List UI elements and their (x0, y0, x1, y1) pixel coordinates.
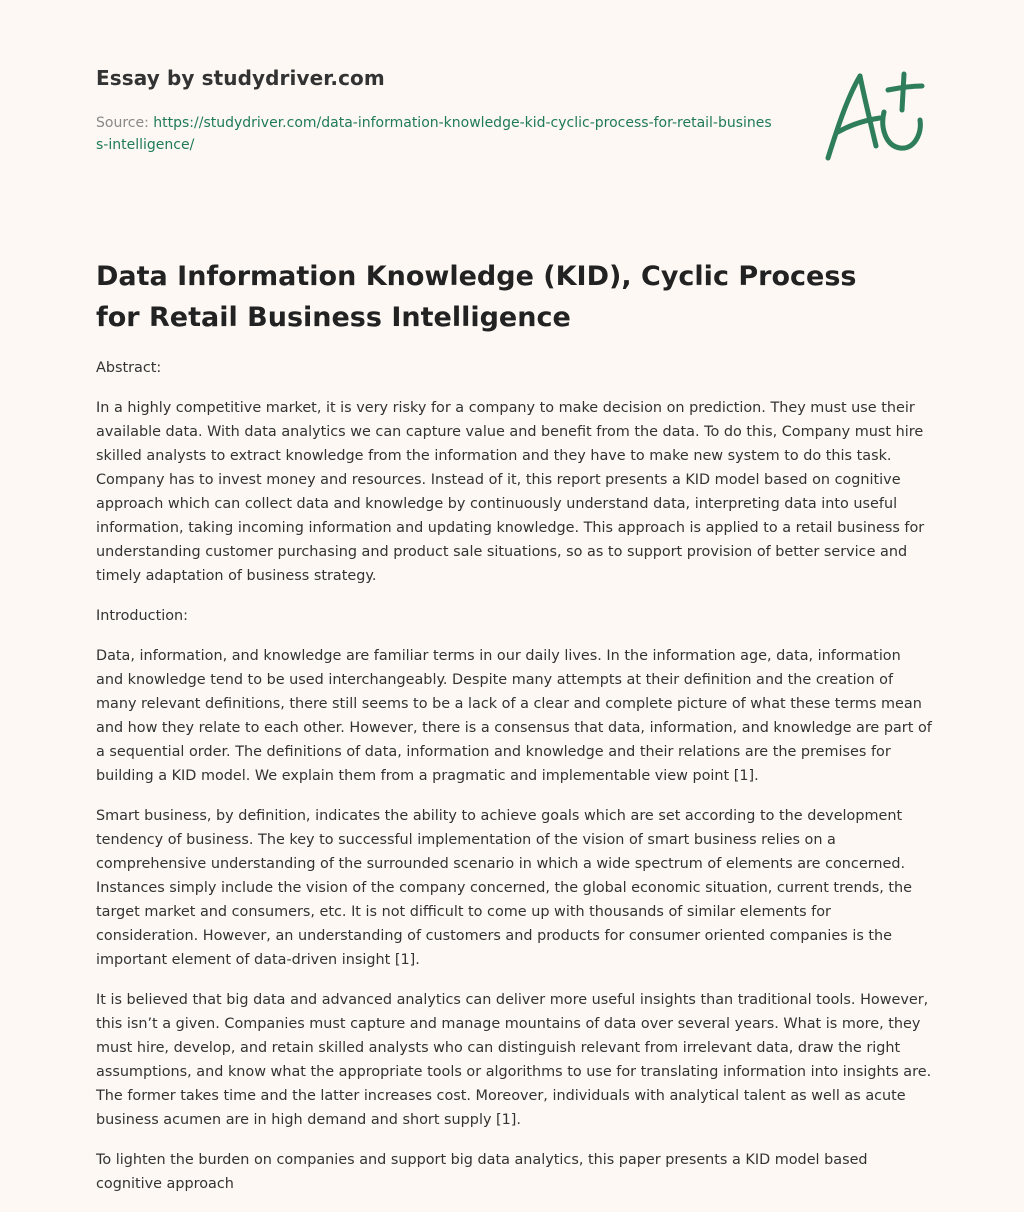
article-title: Data Information Knowledge (KID), Cyclic Process for Retail Business Intelligence (96, 261, 857, 333)
abstract-heading: Abstract: (96, 360, 162, 376)
body-paragraph: Smart business, by definition, indicates the ability to achieve goals which are set according to the development tendency of business. The key to successful implementation of the vision of smart business relies on a comprehensive understanding of the surrounded scenario in which a wide spectrum of elements are concerned. Instances simply include the vision of the company concerned, the global economic situation, current trends, the target market and consumers, etc. It is not difficult to come up with thousands of similar elements for consideration. However, an understanding of customers and products for consumer oriented companies is the important element of data-driven insight [1]. (96, 808, 913, 968)
a-plus-logo-icon (824, 66, 928, 166)
source-line (96, 112, 776, 156)
abstract-paragraph: In a highly competitive market, it is very risky for a company to make decision on prediction. They must use their available data. With data analytics we can capture value and benefit from the data. To do this, Company must hire skilled analysts to extract knowledge from the information and they have to make new system to do this task. Company has to invest money and resources. Instead of it, this report presents a KID model based on cognitive approach which can collect data and knowledge by continuously understand data, interpreting data into useful information, taking incoming information and updating knowledge. This approach is applied to a retail business for understanding customer purchasing and product sale situations, so as to support provision of better service and timely adaptation of business strategy. (96, 400, 925, 584)
introduction-heading: Introduction: (96, 608, 188, 624)
article-body (96, 356, 932, 1212)
body-paragraph: It is believed that big data and advanced analytics can deliver more useful insights than traditional tools. However, this isn’t a given. Companies must capture and manage mountains of data over several years. What is more, they must hire, develop, and retain skilled analysts who can distinguish relevant from irrelevant data, draw the right assumptions, and know what the appropriate tools or algorithms to use for translating information into insights are. The former takes time and the latter increases cost. Moreover, individuals with analytical talent as well as acute business acumen are in high demand and short supply [1]. (96, 992, 932, 1128)
body-paragraph: Data, information, and knowledge are familiar terms in our daily lives. In the information age, data, information and knowledge tend to be used interchangeably. Despite many attempts at their definition and the creation of many relevant definitions, there still seems to be a lack of a clear and complete picture of what these terms mean and how they relate to each other. However, there is a consensus that data, information, and knowledge are part of a sequential order. The definitions of data, information and knowledge and their relations are the premises for building a KID model. We explain them from a pragmatic and implementable view point [1]. (96, 648, 932, 784)
source-link[interactable]: https://studydriver.com/data-information-knowledge-kid-cyclic-process-for-retail-business-intelligence/ (96, 115, 772, 153)
source-label: Source: (96, 115, 154, 131)
body-paragraph: To lighten the burden on companies and support big data analytics, this paper presents a KID model based cognitive approach (96, 1152, 868, 1192)
site-brand: Essay by studydriver.com (96, 66, 385, 90)
a-plus-logo-graphic (824, 66, 928, 166)
